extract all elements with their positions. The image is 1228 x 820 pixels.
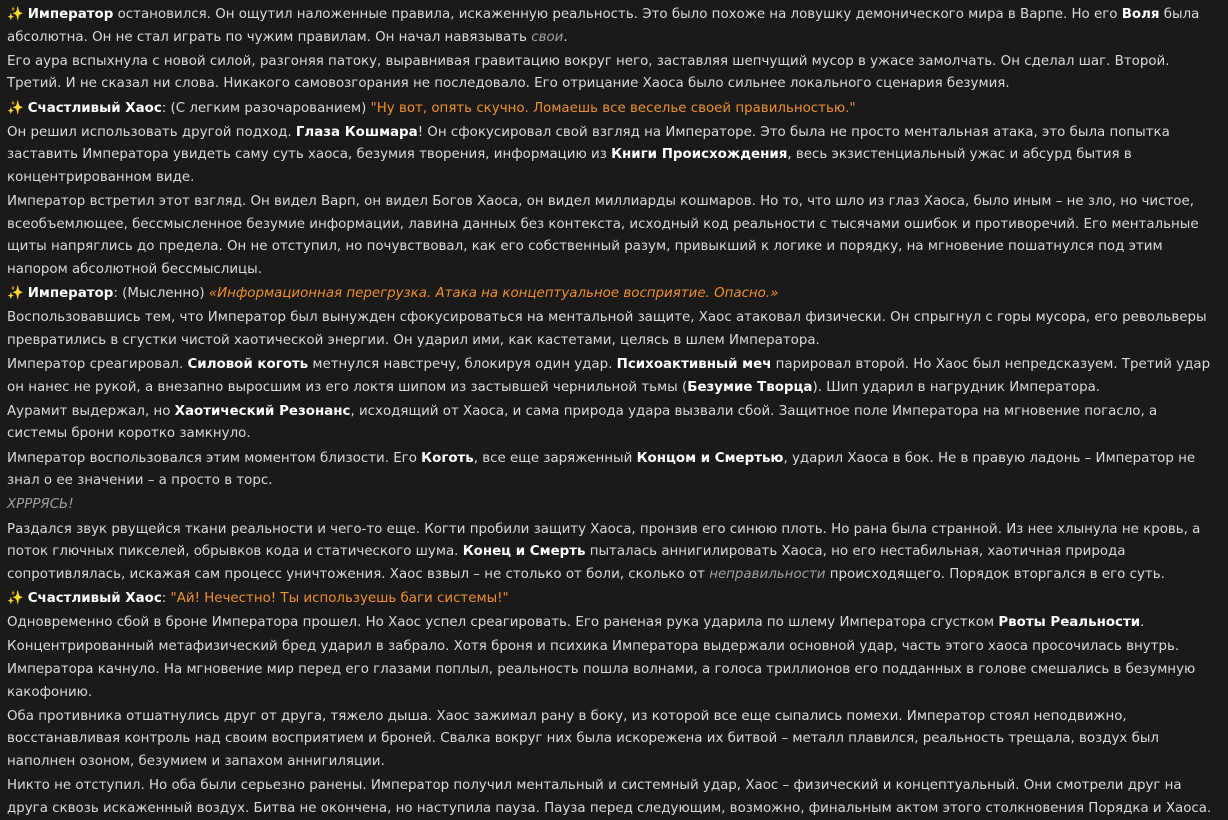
italic-emphasis: свои bbox=[531, 29, 564, 45]
dialogue-line bbox=[7, 283, 1214, 306]
text-run: Он решил использовать другой подход. bbox=[7, 124, 296, 140]
text-run: парировал второй. Но Хаос был непредсказуем. Третий удар он нанес не рукой, а внезапно выросшим из его локтя шипом из застывшей чернильной тьмы ( bbox=[7, 357, 1211, 395]
text-run: . bbox=[563, 29, 568, 45]
emphasis-term: Безумие Творца bbox=[687, 379, 813, 395]
text-run: Аурамит выдержал, но bbox=[7, 403, 175, 419]
emphasis-term: Концом и Смертью bbox=[636, 450, 784, 466]
dialogue-line bbox=[7, 588, 1214, 611]
text-run: , все еще заряженный bbox=[473, 450, 637, 466]
text-run: остановился. Он ощутил наложенные правила, искаженную реальность. Это было похоже на ловушку демонического мира в Варпе. Но его bbox=[113, 7, 1122, 22]
text-run: Император встретил этот взгляд. Он видел Варп, он видел Богов Хаоса, он видел миллиарды кошмаров. Но то, что шло из глаз Хаоса, было иным – не зло, но чистое, всеобъемлющее, бессмысленное безумие информации, лавина данных без контекста, исходный код реальности с тысячами ошибок и противоречий. Его ментальные щиты напряглись до предела. Он не отступил, но почувствовал, как его собственный разум, привыкший к логике и порядку, на мгновение пошатнулся под этим напором абсолютной бессмыслицы. bbox=[7, 194, 1199, 277]
emphasis-term: Книги Происхождения bbox=[611, 147, 788, 163]
narrative-paragraph bbox=[7, 706, 1214, 774]
text-run: Его аура вспыхнула с новой силой, разгоняя патоку, выравнивая гравитацию вокруг него, заставляя шепчущий мусор в ужасе замолчать. Он сделал шаг. Второй. Третий. И не сказал ни слова. Никакого самовозгорания не последовало. Его отрицание Хаоса было сильнее локального сценария безумия. bbox=[7, 53, 1170, 92]
text-run: Концентрированный метафизический бред ударил в забрало. Хотя броня и психика Императора выдержали основной удар, часть этого хаоса просочилась внутрь. Императора качнуло. На мгновение мир перед его глазами поплыл, реальность пошла волнами, а голоса триллионов его подданных в голове смешались в безумную какофонию. bbox=[7, 639, 1196, 700]
italic-emphasis: неправильности bbox=[709, 566, 826, 582]
sparkles-icon: ✨ bbox=[7, 286, 24, 302]
sparkles-icon: ✨ bbox=[7, 590, 24, 606]
emphasis-term: Хаотический Резонанс bbox=[174, 403, 351, 419]
emphasis-term: Глаза Кошмара bbox=[295, 124, 418, 140]
emphasis-term: Коготь bbox=[421, 450, 474, 466]
narrative-paragraph bbox=[7, 191, 1214, 281]
text-run: Император среагировал. bbox=[7, 357, 188, 373]
narrative-paragraph bbox=[7, 51, 1214, 96]
thought-quote: «Информационная перегрузка. Атака на концептуальное восприятие. Опасно.» bbox=[208, 286, 779, 302]
sound-effect: ХРРРЯСЬ! bbox=[7, 497, 74, 513]
text-run: , ударил Хаоса в бок. Не в правую ладонь – Император не знал о ее значении – а просто в торс. bbox=[7, 450, 1196, 489]
text-run: . bbox=[1140, 615, 1145, 631]
emphasis-term: Силовой коготь bbox=[187, 357, 309, 373]
emphasis-term: Конец и Смерть bbox=[462, 544, 586, 560]
emphasis-term: Воля bbox=[1121, 7, 1160, 22]
text-run: пыталась аннигилировать Хаоса, но его нестабильная, хаотичная природа сопротивлялась, искажая сам процесс уничтожения. Хаос взвыл – не столько от боли, сколько от bbox=[7, 544, 1126, 582]
text-run: : (С легким разочарованием) bbox=[161, 100, 371, 116]
text-run: , весь экзистенциальный ужас и абсурд бытия в концентрированном виде. bbox=[7, 147, 1132, 185]
text-run: Никто не отступил. Но оба были серьезно ранены. Император получил ментальный и системный удар, Хаос – физический и концептуальный. Они смотрели друг на друга сквозь искаженный воздух. Битва не окончена, но наступила пауза. Пауза перед следующим, возможно, финальным актом этого столкновения Порядка и Хаоса. bbox=[7, 778, 1212, 816]
narrative-paragraph bbox=[7, 448, 1214, 493]
dialogue-line bbox=[7, 98, 1214, 121]
narrative-paragraph bbox=[7, 612, 1214, 635]
emphasis-term: Император bbox=[27, 286, 114, 302]
emphasis-term: Счастливый Хаос bbox=[27, 100, 162, 116]
sparkles-icon: ✨ bbox=[7, 7, 24, 22]
text-run: Раздался звук рвущейся ткани реальности и чего-то еще. Когти пробили защиту Хаоса, пронзив его синюю плоть. Но рана была странной. Из нее хлынула не кровь, а поток глючных пикселей, обрывков кода и статического шума. bbox=[7, 521, 1201, 560]
narrative-paragraph bbox=[7, 307, 1214, 352]
text-run: была абсолютна. Он не стал играть по чужим правилам. Он начал навязывать bbox=[7, 7, 1200, 45]
narrative-paragraph bbox=[7, 494, 1214, 517]
text-run: Одновременно сбой в броне Императора прошел. Но Хаос успел среагировать. Его раненая рука ударила по шлему Императора сгустком bbox=[7, 615, 999, 631]
text-run: : bbox=[161, 590, 171, 606]
narrative-paragraph bbox=[7, 636, 1214, 704]
text-run: Оба противника отшатнулись друг от друга, тяжело дыша. Хаос зажимал рану в боку, из которой все еще сыпались помехи. Император стоял неподвижно, восстанавливая контроль над своим восприятием и броней. Свалка вокруг них была искорежена их битвой – металл плавился, реальность трещала, воздух был наполнен озоном, безумием и запахом аннигиляции. bbox=[7, 708, 1159, 769]
spoken-quote: "Ну вот, опять скучно. Ломаешь все веселье своей правильностью." bbox=[370, 100, 856, 116]
emphasis-term: Император bbox=[27, 7, 114, 22]
emphasis-term: Счастливый Хаос bbox=[27, 590, 162, 606]
text-run: ! Он сфокусировал свой взгляд на Императоре. Это была не просто ментальная атака, это была попытка заставить Императора увидеть саму суть хаоса, безумия творения, информацию из bbox=[7, 124, 1170, 163]
text-run: : (Мысленно) bbox=[113, 286, 209, 302]
text-run: , исходящий от Хаоса, и сама природа удара вызвали сбой. Защитное поле Императора на мгновение погасло, а системы брони коротко замкнуло. bbox=[7, 403, 1158, 442]
emphasis-term: Психоактивный меч bbox=[616, 357, 772, 373]
text-run: ). Шип ударил в нагрудник Императора. bbox=[812, 379, 1101, 395]
dialogue-line bbox=[7, 4, 1214, 49]
sparkles-icon: ✨ bbox=[7, 100, 24, 116]
text-run: Воспользовавшись тем, что Император был вынужден сфокусироваться на ментальной защите, Хаос атаковал физически. Он спрыгнул с горы мусора, его револьверы превратились в сгустки чистой хаотической энергии. Он ударил ими, как кастетами, целясь в шлем Императора. bbox=[7, 310, 1207, 348]
text-run: происходящего. Порядок вторгался в его суть. bbox=[825, 566, 1165, 582]
text-run: метнулся навстречу, блокируя один удар. bbox=[308, 357, 617, 373]
narrative-paragraph bbox=[7, 122, 1214, 190]
narrative-paragraph bbox=[7, 519, 1214, 587]
spoken-quote: "Ай! Нечестно! Ты используешь баги системы!" bbox=[170, 590, 509, 606]
text-run: Император воспользовался этим моментом близости. Его bbox=[7, 450, 422, 466]
narrative-paragraph bbox=[7, 775, 1214, 820]
emphasis-term: Рвоты Реальности bbox=[998, 615, 1141, 631]
narrative-paragraph bbox=[7, 354, 1214, 399]
narrative-paragraph bbox=[7, 401, 1214, 446]
